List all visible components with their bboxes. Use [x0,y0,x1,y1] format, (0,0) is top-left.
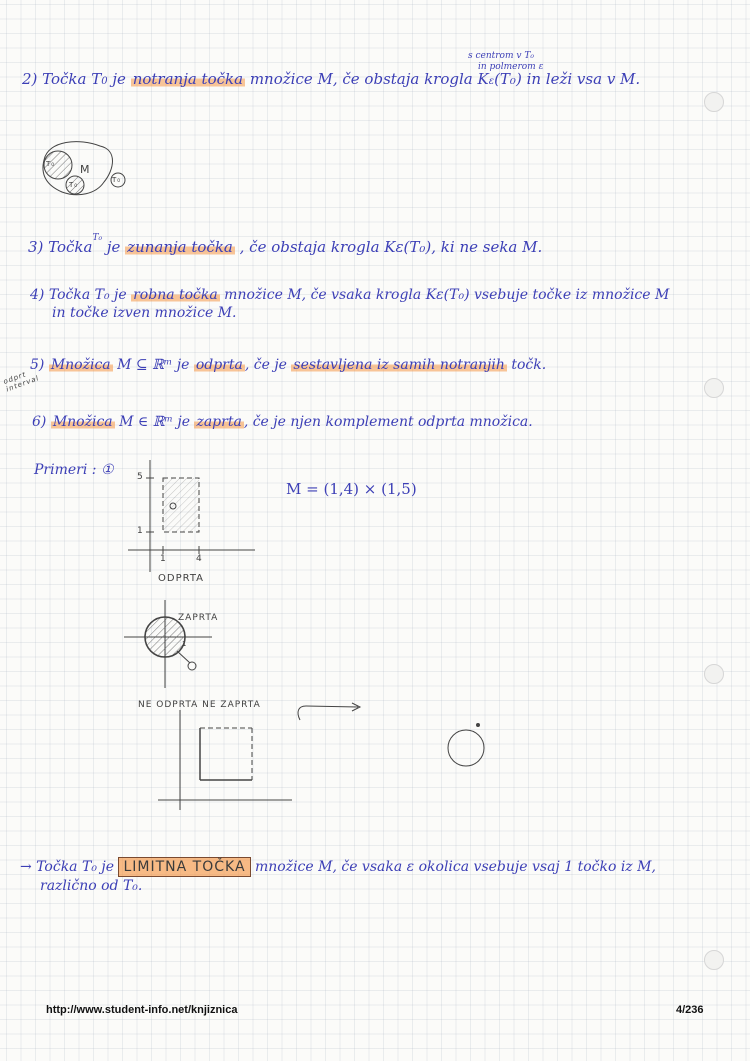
footer-page-number: 4/236 [676,1004,704,1016]
highlight-exterior-point: zunanja točka [127,238,233,256]
highlight-interior-point: notranja točka [132,70,244,88]
label-t0-inner: T₀ [69,181,79,189]
highlight-set: Množica [52,414,113,430]
definition-limit-point-line2: različno od T₀. [40,878,143,894]
definition-closed-set: 6) Množica M ∈ ℝᵐ je zaprta , če je njen komplement odprta množica. [32,414,533,430]
open-rectangle-plot [128,460,255,572]
highlight-closed: zaprta [196,414,242,430]
limit-point-box: LIMITNA TOČKA [118,857,250,877]
set-formula: M = (1,4) × (1,5) [286,480,417,498]
axis-label-4: 4 [196,554,203,564]
note-radius: in polmerom ε [478,62,544,72]
axis-label-1-y: 1 [137,526,144,536]
label-t0-left: T₀ [46,160,56,168]
half-open-square-plot [158,703,484,810]
label-odprta: ODPRTA [158,573,204,584]
highlight-boundary-point: robna točka [133,287,218,303]
definition-exterior-point: 3) Točka$^{T_0}$ je zunanja točka , če obstaja krogla Kε(T₀), ki ne seka M. [28,233,543,256]
highlight-set: Množica [50,357,111,373]
definition-open-set: 5) Množica M ⊆ ℝᵐ je odprta , če je sestavljena iz samih notranjih točk. [30,357,547,373]
label-set-m: M [80,163,91,176]
axis-label-1-x: 1 [160,554,167,564]
footer-url[interactable]: http://www.student-info.net/knjiznica [46,1004,238,1016]
note-center: s centrom v T₀ [468,51,534,61]
label-zaprta: ZAPRTA [178,613,219,623]
label-t0-outer: T₀ [112,176,122,184]
label-neither: NE ODPRTA NE ZAPRTA [138,700,261,710]
highlight-open: odprta [195,357,243,373]
axis-label-5: 5 [137,472,144,482]
margin-note-open-interval: odprt interval [2,370,41,394]
definition-limit-point: → Točka T₀ je LIMITNA TOČKA množice M, če vsaka ε okolica vsebuje vsaj 1 točko iz M, [20,859,656,875]
label-radius-1: 1 [182,640,188,648]
definition-interior-point: 2) Točka T0 je notranja točka množice M, če obstaja krogla Kε(T₀) in leži vsa v M. [22,70,641,88]
definition-boundary-point-line2: in točke izven množice M. [52,305,237,321]
examples-heading: Primeri : ① [34,462,114,478]
definition-boundary-point: 4) Točka T₀ je robna točka množice M, če vsaka krogla Kε(T₀) vsebuje točke iz množice M [30,287,670,303]
highlight-interior-only: sestavljena iz samih notranjih [293,357,505,373]
